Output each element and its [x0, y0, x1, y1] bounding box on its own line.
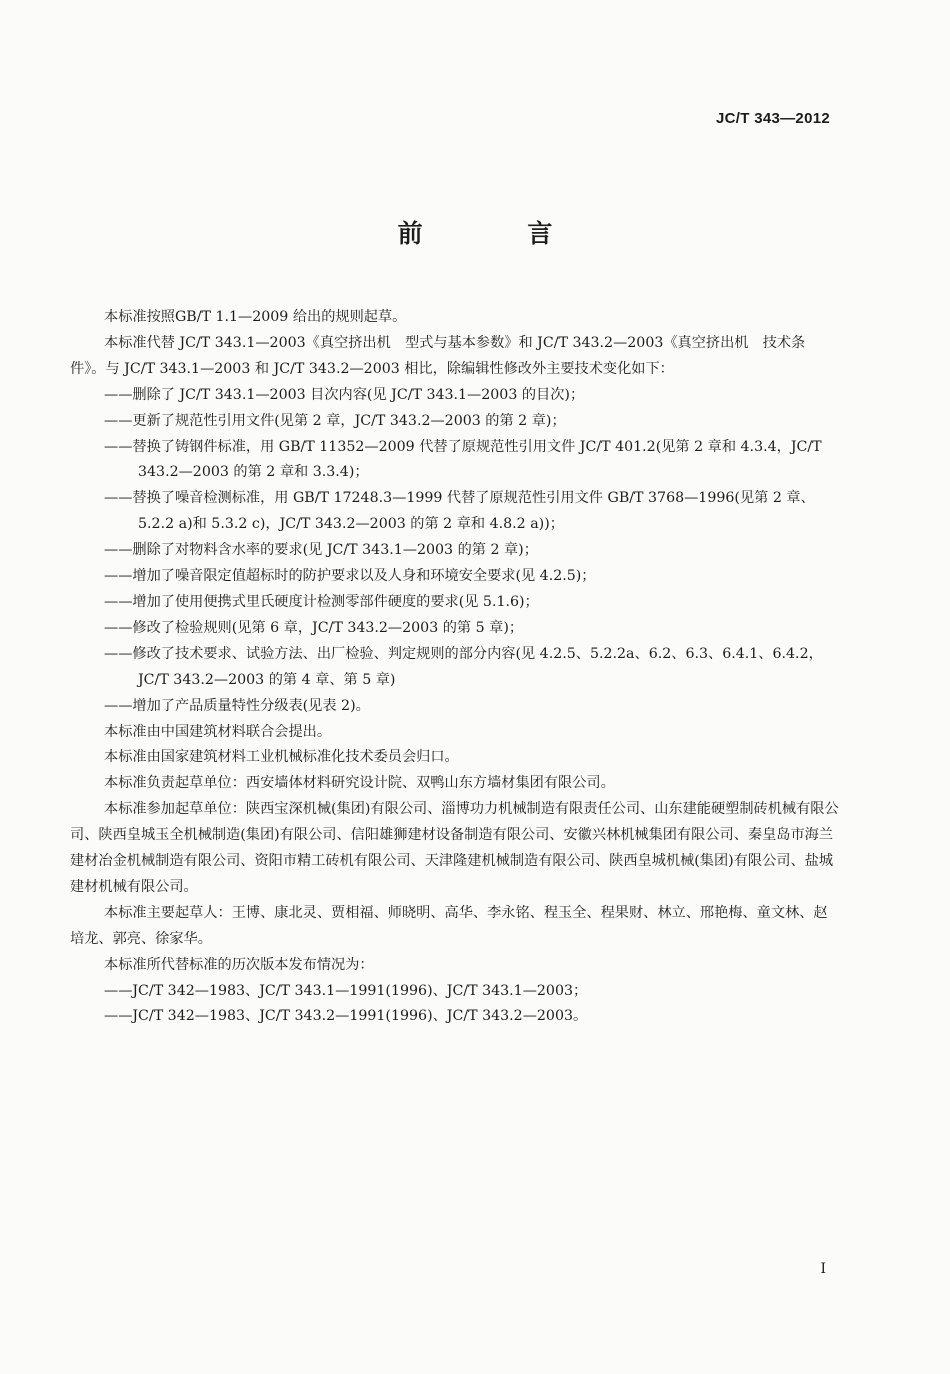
paragraph: 本标准所代替标准的历次版本发布情况为： [104, 956, 374, 973]
paragraph: 本标准主要起草人：王博、康北灵、贾相福、师晓明、高华、李永铭、程玉全、程果财、林立、邢艳梅、童文林、赵培龙、郭亮、徐家华。 [70, 904, 828, 947]
list-item: ——更新了规范性引用文件(见第 2 章，JC/T 343.2—2003 的第 2 章)； [104, 412, 566, 429]
list-item: ——修改了检验规则(见第 6 章，JC/T 343.2—2003 的第 5 章)； [104, 619, 524, 636]
list-item: ——增加了噪音限定值超标时的防护要求以及人身和环境安全要求(见 4.2.5)； [104, 568, 596, 585]
paragraph: 本标准负责起草单位：西安墙体材料研究设计院、双鸭山东方墙材集团有限公司。 [104, 775, 615, 792]
preface-body [70, 305, 840, 1030]
list-item: ——替换了噪音检测标准，用 GB/T 17248.3—1999 代替了原规范性引用文件 GB/T 3768—1996(见第 2 章、5.2.2 a)和 5.3.2 c)，JC/T 343.2—2003 的第 2 章和 4.8.2 a))； [104, 490, 815, 533]
document-code: JC/T 343—2012 [716, 110, 830, 127]
paragraph: 本标准由中国建筑材料联合会提出。 [104, 723, 332, 740]
paragraph: 本标准代替 JC/T 343.1—2003《真空挤出机 型式与基本参数》和 JC/T 343.2—2003《真空挤出机 技术条件》。与 JC/T 343.1—2003 和 JC/T 343.2—2003 相比，除编辑性修改外主要技术变化如下： [70, 334, 806, 377]
list-item: ——增加了产品质量特性分级表(见表 2)。 [104, 697, 370, 714]
list-item: ——删除了 JC/T 343.1—2003 目次内容(见 JC/T 343.1—2003 的目次)； [104, 386, 585, 403]
paragraph: 本标准由国家建筑材料工业机械标准化技术委员会归口。 [104, 749, 459, 766]
list-item: ——修改了技术要求、试验方法、出厂检验、判定规则的部分内容(见 4.2.5、5.2.2a、6.2、6.3、6.4.1、6.4.2，JC/T 343.2—2003 的第 4 章、第 5 章) [104, 645, 823, 688]
page-number: I [820, 1261, 826, 1277]
paragraph: 本标准按照GB/T 1.1—2009 给出的规则起草。 [104, 309, 407, 325]
list-item: ——替换了铸钢件标准，用 GB/T 11352—2009 代替了原规范性引用文件 JC/T 401.2(见第 2 章和 4.3.4，JC/T 343.2—2003 的第 2 章和 3.3.4)； [104, 438, 822, 481]
list-item: ——JC/T 342—1983、JC/T 343.1—1991(1996)、JC/T 343.1—2003； [104, 982, 588, 999]
paragraph: 本标准参加起草单位：陕西宝深机械(集团)有限公司、淄博功力机械制造有限责任公司、山东建能硬塑制砖机械有限公司、陕西皇城玉全机械制造(集团)有限公司、信阳雄狮建材设备制造有限公司、安徽兴林机械集团有限公司、秦皇岛市海兰建材冶金机械制造有限公司、资阳市精工砖机有限公司、天津隆建机械制造有限公司、陕西皇城机械(集团)有限公司、盐城建材机械有限公司。 [70, 801, 839, 895]
list-item: ——增加了使用便携式里氏硬度计检测零部件硬度的要求(见 5.1.6)； [104, 593, 539, 610]
page-title: 前 言 [397, 219, 601, 248]
list-item: ——JC/T 342—1983、JC/T 343.2—1991(1996)、JC/T 343.2—2003。 [104, 1008, 588, 1025]
list-item: ——删除了对物料含水率的要求(见 JC/T 343.1—2003 的第 2 章)； [104, 542, 538, 559]
